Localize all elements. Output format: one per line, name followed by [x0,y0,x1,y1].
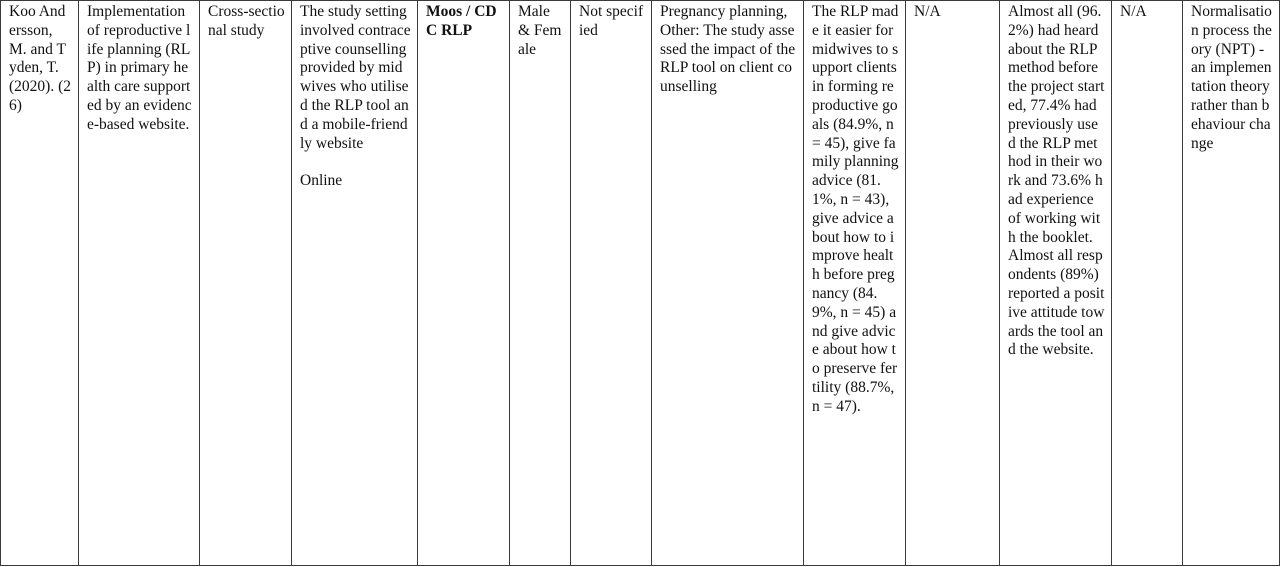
findings-cell: The RLP made it easier for midwives to support clients in forming reproductive goals (84.9%, n = 45), give family planning advice (81.1%, n = 43), give advice about how to improve health before pregnancy (84.9%, n = 45) and give advice about how to preserve fertility (88.7%, n = 47). [804,1,906,566]
table-row [1,1,1280,566]
outcome-cell: Pregnancy planning, Other: The study assessed the impact of the RLP tool on client counselling [652,1,804,566]
theory-cell: Normalisation process theory (NPT) - an implementation theory rather than behaviour change [1183,1,1280,566]
setting-cell [292,1,418,566]
age-cell: Not specified [571,1,652,566]
sex-cell: Male & Female [510,1,571,566]
author-cell: Koo Andersson, M. and Tyden, T. (2020). (26) [1,1,79,566]
na-cell-1: N/A [906,1,1000,566]
setting-mode-text: Online [300,172,343,190]
model-cell: Moos / CDC RLP [418,1,510,566]
title-cell: Implementation of reproductive life planning (RLP) in primary health care supported by an evidence-based website. [79,1,200,566]
results-cell: Almost all (96.2%) had heard about the RLP method before the project started, 77.4% had previously used the RLP method in their work and 73.6% had experience of working with the booklet. Almost all respondents (89%) reported a positive attitude towards the tool and the website. [1000,1,1112,566]
setting-text: The study setting involved contraceptive counselling provided by midwives who utilised the RLP tool and a mobile-friendly website [300,3,411,152]
design-cell: Cross-sectional study [200,1,292,566]
na-cell-2: N/A [1112,1,1183,566]
